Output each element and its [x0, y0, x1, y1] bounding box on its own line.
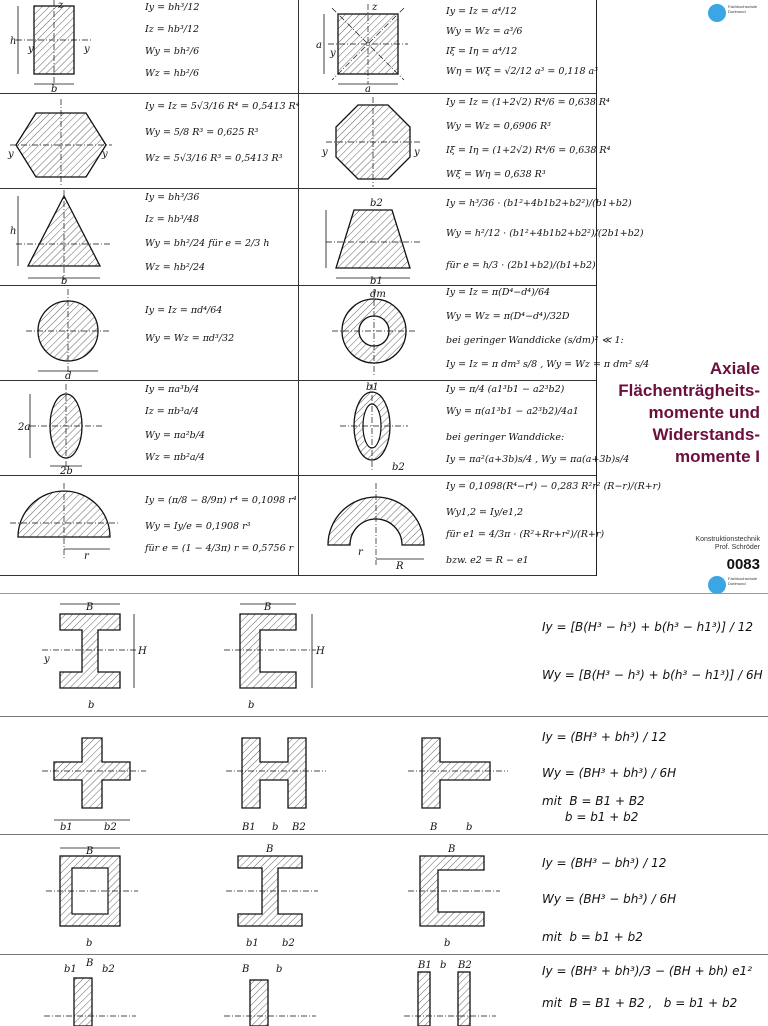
row-cross-sections — [0, 716, 768, 835]
svg-text:b1: b1 — [366, 382, 379, 393]
formula-line: bei geringer Wanddicke (s/dm)² ≪ 1: — [446, 335, 624, 346]
formula-line: Wy = Wz = a³/6 — [446, 26, 523, 37]
formula-line: für e = (1 − 4/3π) r = 0,5756 r — [145, 543, 294, 554]
svg-text:B: B — [86, 602, 94, 613]
svg-text:a: a — [365, 84, 371, 92]
svg-text:B: B — [448, 844, 456, 855]
semicircle-section-figure — [6, 475, 126, 573]
formula-line: Iξ = Iη = a⁴/12 — [446, 46, 518, 57]
ring-section-figure — [326, 285, 426, 379]
circle-section-figure — [20, 285, 120, 379]
t-thin-section-figure — [40, 958, 150, 1026]
formula-line: Wy = bh²/6 — [145, 46, 200, 57]
formula-line: Wz = 5√3/16 R³ = 0,5413 R³ — [145, 153, 283, 164]
i-beam-section-figure — [222, 842, 332, 952]
formula-line: Iz = πb³a/4 — [145, 406, 199, 417]
formula-line: Iy = Iz = πd⁴/64 — [145, 305, 223, 316]
hollow-box-section-figure — [42, 842, 152, 952]
svg-text:B1: B1 — [242, 822, 256, 832]
formula-line: mit B = B1 + B2 , b = b1 + b2 — [542, 996, 738, 1010]
trapezoid-section-figure — [318, 188, 428, 284]
svg-text:b: b — [61, 276, 68, 284]
formula-line: Wy = Wz = 0,6906 R³ — [446, 121, 551, 132]
svg-text:b1: b1 — [60, 822, 73, 832]
formula-line: Iy = h³/36 · (b1²+4b1b2+b2²)/(b1+b2) — [446, 198, 632, 209]
title-line: Flächenträgheits- — [618, 381, 760, 400]
formula-line: Iy = Iz = 5√3/16 R⁴ = 0,5413 R⁴ — [145, 101, 300, 112]
svg-text:B: B — [86, 958, 94, 969]
lower-sheet — [0, 593, 768, 1025]
ellipse-section-figure — [10, 380, 120, 474]
h-section-figure — [222, 724, 342, 832]
formula-line: Wy = π(a1³b1 − a2³b2)/4a1 — [446, 406, 579, 417]
svg-text:d: d — [65, 371, 72, 379]
i-section-figure — [30, 600, 150, 712]
channel-section-figure — [220, 600, 340, 712]
svg-text:y: y — [322, 147, 328, 158]
logo-circle-icon — [708, 4, 726, 22]
svg-text:b: b — [272, 822, 279, 832]
svg-text:b2: b2 — [392, 462, 405, 473]
row-box-sections — [0, 834, 768, 955]
svg-text:b: b — [440, 960, 447, 971]
row-hexagon-octagon — [0, 93, 611, 189]
formula-line: Wz = πb²a/4 — [145, 452, 205, 463]
formula-line: Wy = bh²/24 für e = 2/3 h — [145, 238, 270, 249]
cross-section-figure — [38, 724, 158, 832]
svg-text:H: H — [316, 646, 325, 657]
formula-line: Wy = h²/12 · (b1²+4b1b2+b2²)/(2b1+b2) — [446, 228, 644, 239]
title-line: Axiale — [709, 359, 760, 378]
svg-text:b: b — [444, 938, 451, 949]
svg-text:b2: b2 — [102, 964, 115, 975]
octagon-section-figure — [318, 93, 428, 187]
u-thin-section-figure — [400, 958, 510, 1026]
formula-line: Wy = Iy/e = 0,1908 r³ — [145, 521, 251, 532]
svg-text:b2: b2 — [370, 198, 383, 209]
elliptical-ring-section-figure — [326, 380, 426, 474]
formula-line: Iy = bh³/36 — [145, 192, 200, 203]
formula-line: mit B = B1 + B2 — [542, 794, 645, 808]
svg-text:r: r — [84, 551, 89, 562]
svg-text:a: a — [316, 40, 322, 51]
row-i-channel-sections — [0, 594, 768, 717]
svg-text:y: y — [44, 654, 50, 665]
formula-line: b = b1 + b2 — [542, 810, 639, 824]
professor-name: Prof. Schröder — [714, 544, 760, 551]
svg-text:B2: B2 — [458, 960, 472, 971]
formula-line: Wy = Wz = πd³/32 — [145, 333, 235, 344]
row-ellipse — [0, 380, 630, 476]
svg-text:r: r — [358, 547, 363, 558]
formula-line: Iy = Iz = (1+2√2) R⁴/6 = 0,638 R⁴ — [446, 97, 610, 108]
svg-text:b2: b2 — [282, 938, 295, 949]
svg-text:h: h — [10, 226, 17, 237]
formula-line: Wy = 5/8 R³ = 0,625 R³ — [145, 127, 259, 138]
formula-line: Iz = hb³/12 — [145, 24, 200, 35]
title-panel — [600, 0, 768, 586]
formula-line: Iy = [B(H³ − h³) + b(h³ − h1³)] / 12 — [542, 620, 753, 634]
svg-text:y: y — [28, 44, 34, 55]
university-logo — [708, 0, 768, 22]
svg-text:y: y — [414, 147, 420, 158]
formula-line: Iy = Iz = π(D⁴−d⁴)/64 — [446, 287, 551, 298]
course-subtitle — [695, 536, 760, 552]
formula-line: Wξ = Wη = 0,638 R³ — [446, 169, 546, 180]
svg-text:b1: b1 — [246, 938, 259, 949]
svg-text:B1: B1 — [418, 960, 432, 971]
logo-text: Fachhochschule Dortmund — [728, 4, 758, 14]
svg-text:B2: B2 — [292, 822, 306, 832]
rectangle-section-figure — [6, 0, 116, 92]
svg-text:z: z — [372, 2, 378, 13]
svg-text:b2: b2 — [104, 822, 117, 832]
c-section-figure — [404, 842, 514, 952]
svg-text:b: b — [88, 700, 95, 711]
square-section-figure — [310, 0, 420, 92]
formula-line: für e = h/3 · (2b1+b2)/(b1+b2) — [446, 260, 596, 271]
page-title — [618, 358, 760, 468]
university-logo-lower — [708, 572, 768, 594]
svg-text:b1: b1 — [64, 964, 77, 975]
row-triangle-trapezoid — [0, 188, 644, 286]
svg-text:H: H — [138, 646, 147, 657]
l-thin-section-figure — [220, 958, 330, 1026]
svg-text:y: y — [8, 149, 14, 160]
formula-line: Iy = πa³b/4 — [145, 384, 200, 395]
svg-text:h: h — [10, 36, 17, 47]
formula-line: Iy = 0,1098(R⁴−r⁴) − 0,283 R²r² (R−r)/(R+r) — [446, 481, 661, 492]
logo-text: Fachhochschule Dortmund — [728, 576, 758, 586]
upper-sheet — [0, 0, 661, 576]
svg-text:B: B — [266, 844, 274, 855]
svg-text:B: B — [430, 822, 438, 832]
svg-text:y: y — [330, 48, 336, 59]
row-rectangle-square — [0, 0, 599, 94]
row-circle-ring — [0, 285, 650, 381]
formula-line: Wy = Wz = π(D⁴−d⁴)/32D — [446, 311, 570, 322]
half-ring-section-figure — [318, 475, 438, 573]
svg-text:y: y — [102, 149, 108, 160]
triangle-section-figure — [10, 188, 120, 284]
formula-line: Wη = Wξ = √2/12 a³ = 0,118 a³ — [446, 66, 599, 77]
row-thin-wall-sections — [0, 954, 768, 1025]
svg-text:B: B — [86, 846, 94, 857]
svg-text:b: b — [466, 822, 473, 832]
formula-line: Iy = Iz = a⁴/12 — [446, 6, 517, 17]
formula-line: Wy = (BH³ + bh³) / 6H — [542, 766, 677, 780]
formula-line: Wy = (BH³ − bh³) / 6H — [542, 892, 677, 906]
svg-text:2b: 2b — [60, 466, 73, 474]
course-name: Konstruktionstechnik — [695, 536, 760, 543]
svg-text:B: B — [264, 602, 272, 613]
formula-line: Wz = hb²/6 — [145, 68, 200, 79]
title-line: Widerstands- — [652, 425, 760, 444]
formula-line: Iy = (π/8 − 8/9π) r⁴ = 0,1098 r⁴ — [145, 495, 297, 506]
formula-line: Iy = bh³/12 — [145, 2, 200, 13]
svg-text:2a: 2a — [18, 422, 31, 433]
svg-text:b: b — [276, 964, 283, 975]
title-line: momente I — [674, 447, 760, 466]
formula-line: Wz = hb²/24 — [145, 262, 206, 273]
svg-text:R: R — [396, 561, 404, 572]
formula-line: Wy = πa²b/4 — [145, 430, 205, 441]
svg-text:b1: b1 — [370, 276, 383, 284]
formula-line: Iy = (BH³ + bh³)/3 − (BH + bh) e1² — [542, 964, 752, 978]
page-number: 0083 — [726, 556, 760, 573]
formula-line: Iz = hb³/48 — [145, 214, 200, 225]
title-line: momente und — [648, 403, 760, 422]
formula-line: Iy = (BH³ − bh³) / 12 — [542, 856, 667, 870]
formula-line: bei geringer Wanddicke: — [446, 432, 565, 443]
formula-line: Iy = πa²(a+3b)s/4 , Wy = πa(a+3b)s/4 — [446, 454, 630, 465]
svg-text:z: z — [58, 0, 64, 11]
svg-text:y: y — [84, 44, 90, 55]
t-section-figure — [404, 724, 524, 832]
formula-line: Wy1,2 = Iy/e1,2 — [446, 507, 524, 518]
logo-circle-icon — [708, 576, 726, 594]
formula-line: Iy = π/4 (a1³b1 − a2³b2) — [446, 384, 565, 395]
hexagon-section-figure — [6, 93, 126, 187]
formula-line: für e1 = 4/3π · (R²+Rr+r²)/(R+r) — [446, 529, 605, 540]
formula-line: Wy = [B(H³ − h³) + b(h³ − h1³)] / 6H — [542, 668, 763, 682]
formula-line: bzw. e2 = R − e1 — [446, 555, 529, 566]
row-semicircle — [0, 475, 661, 576]
svg-text:dm: dm — [370, 289, 386, 300]
svg-text:B: B — [242, 964, 250, 975]
formula-line: Iξ = Iη = (1+2√2) R⁴/6 = 0,638 R⁴ — [446, 145, 611, 156]
svg-text:b: b — [51, 84, 58, 92]
svg-text:b: b — [248, 700, 255, 711]
svg-text:b: b — [86, 938, 93, 949]
formula-line: Iy = (BH³ + bh³) / 12 — [542, 730, 667, 744]
formula-line: mit b = b1 + b2 — [542, 930, 643, 944]
formula-line: Iy = Iz = π dm³ s/8 , Wy = Wz = π dm² s/4 — [446, 359, 650, 370]
